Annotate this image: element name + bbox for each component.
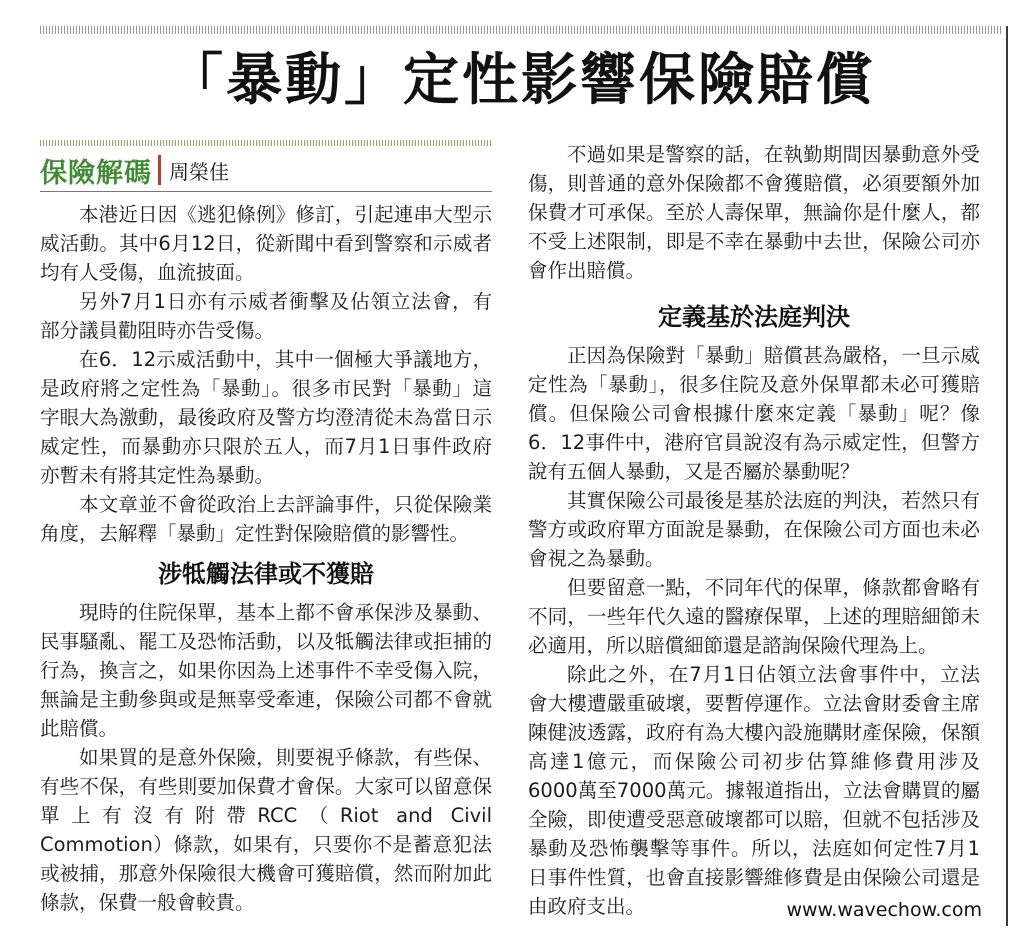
paragraph: 如果買的是意外保險，則要視乎條款，有些保、有些不保，有些則要加保費才會保。大家可以留意保單上有沒有附帶RCC（Riot and Civil Commotion）條款，如果有，只要你不是蓄意犯法或被捕，那意外保險很大機會可獲賠償，然而附加此條款，保費一般會較貴。	[40, 746, 492, 914]
website-url: www.wavechow.com	[786, 899, 982, 921]
paragraph: 另外7月1日亦有示威者衝擊及佔領立法會，有部分議員勸阻時亦告受傷。	[40, 290, 492, 342]
paragraph: 不過如果是警察的話，在執勤期間因暴動意外受傷，則普通的意外保險都不會獲賠償，必須要額外加保費才可承保。至於人壽保單，無論你是什麼人，都不受上述限制，即是不幸在暴動中去世，保險公司亦會作出賠償。	[528, 143, 980, 282]
top-dotted-rule	[40, 26, 1002, 34]
left-column	[40, 140, 492, 917]
column-tag	[40, 150, 492, 190]
paragraph: 在6．12示威活動中，其中一個極大爭議地方，是政府將之定性為「暴動」。很多市民對「暴動」這字眼大為激動，最後政府及警方均澄清從未為當日示威定性，而暴動亦只限於五人，而7月1日事件政府亦暫未有將其定性為暴動。	[40, 348, 492, 487]
subheading: 定義基於法庭判決	[658, 303, 850, 331]
column-underline	[40, 191, 492, 192]
paragraph: 其實保險公司最後是基於法庭的判決，若然只有警方或政府單方面說是暴動，在保險公司方面也未必會視之為暴動。	[528, 489, 980, 570]
right-column	[528, 140, 980, 921]
subheading: 涉牴觸法律或不獲賠	[158, 560, 374, 588]
paragraph: 正因為保險對「暴動」賠償甚為嚴格，一旦示威定性為「暴動」，很多住院及意外保單都未必可獲賠償。但保險公司會根據什麼來定義「暴動」呢？像6．12事件中，港府官員說沒有為示威定性，但警方說有五個人暴動，又是否屬於暴動呢？	[528, 344, 980, 483]
column-author: 周榮佳	[169, 159, 229, 184]
column-divider-bar	[158, 155, 161, 185]
paragraph: 現時的住院保單，基本上都不會承保涉及暴動、民事騷亂、罷工及恐怖活動，以及牴觸法律或拒捕的行為，換言之，如果你因為上述事件不幸受傷入院，無論是主動參與或是無辜受牽連，保險公司都不會就此賠償。	[40, 601, 492, 740]
paragraph: 本文章並不會從政治上去評論事件，只從保險業角度，去解釋「暴動」定性對保險賠償的影響性。	[40, 493, 492, 545]
paragraph: 除此之外，在7月1日佔領立法會事件中，立法會大樓遭嚴重破壞，要暫停運作。立法會財委會主席陳健波透露，政府有為大樓內設施購財產保險，保額高達1億元，而保險公司初步估算維修費用涉及6000萬至7000萬元。據報道指出，立法會購買的屬全險，即使遭受惡意破壞都可以賠，但就不包括涉及暴動及恐怖襲擊等事件。所以，法庭如何定性7月1日事件性質，也會直接影響維修費是由保險公司還是由政府支出。	[528, 663, 980, 918]
article-headline: 「暴動」定性影響保險賠償	[167, 48, 875, 113]
paragraph: 但要留意一點，不同年代的保單，條款都會略有不同，一些年代久遠的醫療保單，上述的理賠細節未必適用，所以賠償細節還是諮詢保險代理為上。	[528, 576, 980, 657]
paragraph: 本港近日因《逃犯條例》修訂，引起連串大型示威活動。其中6月12日，從新聞中看到警察和示威者均有人受傷，血流披面。	[40, 203, 492, 284]
column-header-dotted-rule	[40, 140, 492, 146]
column-name: 保險解碼	[40, 157, 152, 189]
right-border-rule	[1006, 26, 1008, 926]
